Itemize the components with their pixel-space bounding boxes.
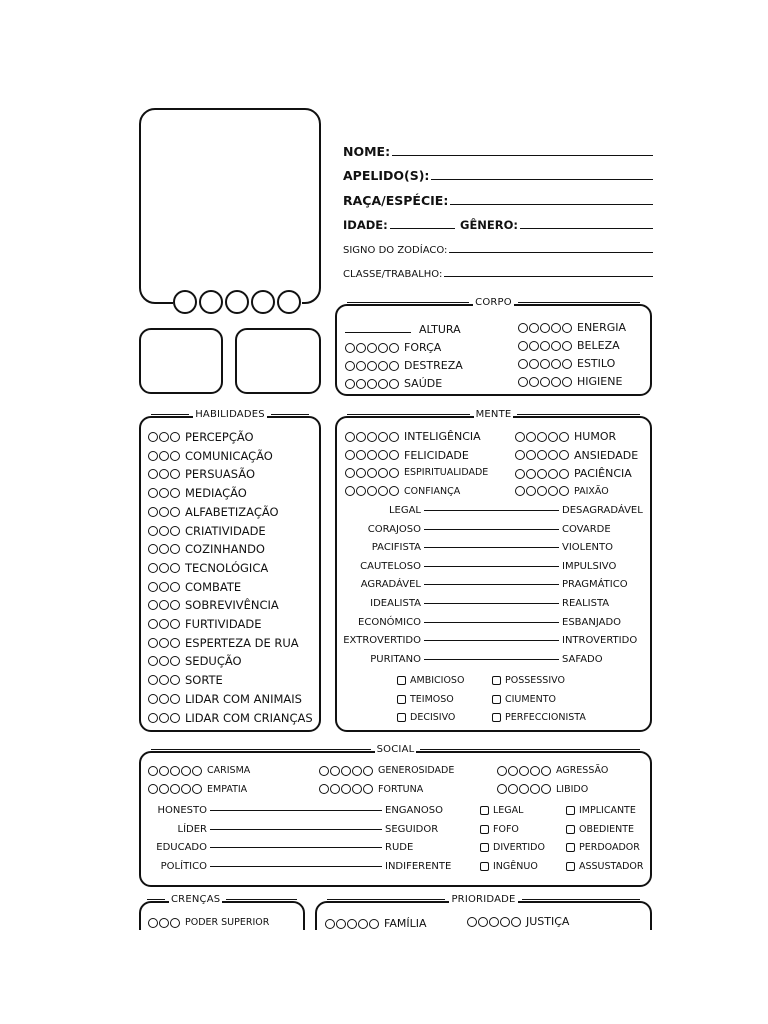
- scale-left-label: EDUCADO: [156, 842, 207, 853]
- scale-left-label: PURITANO: [370, 653, 421, 665]
- social-empatia[interactable]: EMPATIA: [148, 784, 247, 795]
- social-scale-educado[interactable]: [145, 842, 457, 853]
- mente-scale-agradavel[interactable]: [341, 579, 646, 590]
- skill-label: CRIATIVIDADE: [185, 523, 266, 538]
- skill-label: PERCEPÇÃO: [185, 430, 254, 444]
- social-check-legal[interactable]: LEGAL: [480, 805, 523, 816]
- social-check-divertido[interactable]: DIVERTIDO: [480, 842, 545, 853]
- prioridade-section: [315, 894, 652, 930]
- mente-confianca[interactable]: CONFIANÇA: [345, 486, 460, 497]
- skill-cozinhando[interactable]: [148, 542, 265, 556]
- skill-label: LIDAR COM ANIMAIS: [185, 691, 302, 706]
- classe-field[interactable]: [343, 269, 653, 280]
- small-frame-left[interactable]: [139, 328, 223, 394]
- idade-label: IDADE:: [343, 218, 388, 232]
- social-check-obediente[interactable]: OBEDIENTE: [566, 824, 634, 835]
- mente-check-teimoso[interactable]: TEIMOSO: [397, 694, 454, 705]
- apelidos-field[interactable]: [343, 168, 653, 183]
- mente-scale-cauteloso[interactable]: [341, 561, 646, 572]
- social-libido[interactable]: LIBIDO: [497, 784, 588, 795]
- mente-scale-pacifista[interactable]: [341, 542, 646, 553]
- corpo-section: [335, 297, 652, 396]
- mente-check-ciumento[interactable]: CIUMENTO: [492, 694, 556, 705]
- scale-left-label: CAUTELOSO: [360, 560, 421, 572]
- skill-label: PERSUASÃO: [185, 467, 256, 482]
- mente-check-decisivo[interactable]: DECISIVO: [397, 712, 455, 723]
- scale-right-label: VIOLENTO: [562, 542, 614, 554]
- skill-mediacao[interactable]: [148, 486, 247, 500]
- stat-saude[interactable]: SAÚDE: [345, 377, 442, 390]
- prioridade-familia[interactable]: FAMÍLIA: [325, 917, 426, 930]
- stat-higiene[interactable]: HIGIENE: [518, 375, 622, 388]
- scale-right-label: SEGUIDOR: [385, 823, 439, 835]
- genero-field[interactable]: [460, 218, 653, 232]
- prioridade-justica[interactable]: JUSTIÇA: [467, 915, 569, 928]
- altura-row[interactable]: [345, 323, 461, 336]
- scale-right-label: COVARDE: [562, 523, 611, 535]
- signo-field[interactable]: [343, 245, 653, 256]
- scale-right-label: INTROVERTIDO: [562, 635, 638, 647]
- skill-label: MEDIAÇÃO: [185, 486, 247, 501]
- stat-energia[interactable]: ENERGIA: [518, 321, 626, 334]
- mente-scale-puritano[interactable]: [341, 654, 646, 665]
- mente-scale-legal[interactable]: [341, 505, 646, 516]
- mente-scale-extrovertido[interactable]: [341, 635, 646, 646]
- skill-comunicacao[interactable]: [148, 449, 273, 463]
- mente-check-possessivo[interactable]: POSSESSIVO: [492, 675, 565, 686]
- skill-label: TECNOLÓGICA: [185, 560, 269, 575]
- small-frame-right[interactable]: [235, 328, 321, 394]
- portrait-frame[interactable]: [139, 108, 321, 304]
- nome-label: NOME:: [343, 144, 391, 159]
- scale-left-label: LEGAL: [388, 505, 421, 516]
- skill-label: COMUNICAÇÃO: [185, 448, 273, 463]
- scale-left-label: IDEALISTA: [370, 598, 421, 609]
- skill-label: COZINHANDO: [185, 542, 265, 557]
- genero-label: GÊNERO:: [460, 218, 519, 232]
- skill-label: SOBREVIVÊNCIA: [185, 598, 279, 613]
- mente-check-perfeccionista[interactable]: PERFECCIONISTA: [492, 712, 586, 723]
- skill-tecnologica[interactable]: [148, 561, 268, 575]
- skill-label: SEDUÇÃO: [185, 654, 242, 669]
- skill-percepcao[interactable]: [148, 430, 254, 444]
- skill-sorte[interactable]: [148, 673, 223, 687]
- mente-paciencia[interactable]: PACIÊNCIA: [515, 467, 632, 480]
- social-section: [139, 744, 652, 887]
- scale-right-label: INDIFERENTE: [385, 860, 452, 872]
- scale-left-label: EXTROVERTIDO: [343, 635, 421, 647]
- social-check-ingenuo[interactable]: INGÊNUO: [480, 861, 538, 872]
- skill-label: SORTE: [185, 673, 223, 688]
- nome-field[interactable]: [343, 144, 653, 159]
- classe-label: CLASSE/TRABALHO:: [343, 269, 443, 280]
- corpo-title: CORPO: [475, 297, 512, 308]
- scale-right-label: IMPULSIVO: [562, 560, 617, 572]
- skill-label: ESPERTEZA DE RUA: [185, 635, 299, 650]
- mente-scale-economico[interactable]: [341, 617, 646, 628]
- mente-scale-idealista[interactable]: [341, 598, 646, 609]
- scale-right-label: SAFADO: [562, 653, 603, 665]
- mente-paixao[interactable]: PAIXÃO: [515, 486, 609, 497]
- apelidos-label: APELIDO(S):: [343, 168, 430, 183]
- altura-label: ALTURA: [419, 323, 461, 336]
- social-scale-lider[interactable]: [145, 824, 457, 835]
- crenca-poder-superior[interactable]: PODER SUPERIOR: [148, 917, 269, 928]
- skill-furtividade[interactable]: [148, 617, 262, 631]
- social-agressao[interactable]: AGRESSÃO: [497, 765, 608, 776]
- mente-ansiedade[interactable]: ANSIEDADE: [515, 449, 638, 462]
- scale-left-label: HONESTO: [157, 805, 207, 816]
- skill-label: ALFABETIZAÇÃO: [185, 504, 279, 519]
- skill-label: FURTIVIDADE: [185, 617, 262, 631]
- social-check-fofo[interactable]: FOFO: [480, 824, 519, 835]
- character-sheet: [123, 92, 664, 930]
- scale-left-label: LÍDER: [177, 823, 207, 835]
- skill-label: LIDAR COM CRIANÇAS: [185, 710, 313, 725]
- skill-sobrevivencia[interactable]: [148, 598, 279, 612]
- scale-left-label: POLÍTICO: [160, 860, 207, 872]
- social-check-implicante[interactable]: IMPLICANTE: [566, 805, 636, 816]
- social-generosidade[interactable]: GENEROSIDADE: [319, 765, 454, 776]
- scale-left-label: PACIFISTA: [371, 542, 421, 554]
- skill-lidar-com-animais[interactable]: [148, 692, 302, 706]
- social-carisma[interactable]: CARISMA: [148, 765, 250, 776]
- raca-field[interactable]: [343, 193, 653, 208]
- mente-espiritualidade[interactable]: ESPIRITUALIDADE: [345, 467, 488, 478]
- habilidades-section: [139, 409, 321, 732]
- skill-alfabetizacao[interactable]: [148, 505, 279, 519]
- skill-esperteza-de-rua[interactable]: [148, 636, 299, 650]
- stat-destreza[interactable]: DESTREZA: [345, 359, 463, 372]
- portrait-circles: [173, 290, 302, 314]
- mente-title: MENTE: [475, 409, 512, 420]
- scale-right-label: ESBANJADO: [562, 616, 622, 628]
- mente-humor[interactable]: HUMOR: [515, 430, 616, 443]
- mente-check-ambicioso[interactable]: AMBICIOSO: [397, 675, 464, 686]
- mente-inteligencia[interactable]: INTELIGÊNCIA: [345, 430, 481, 443]
- scale-right-label: DESAGRADÁVEL: [562, 505, 643, 516]
- social-check-assustador[interactable]: ASSUSTADOR: [566, 861, 644, 872]
- social-check-perdoador[interactable]: PERDOADOR: [566, 842, 640, 853]
- scale-left-label: CORAJOSO: [367, 523, 421, 535]
- habilidades-title: HABILIDADES: [195, 409, 265, 420]
- scale-left-label: AGRADÁVEL: [360, 579, 421, 591]
- mente-section: [335, 409, 652, 732]
- skill-combate[interactable]: [148, 580, 241, 594]
- stat-beleza[interactable]: BELEZA: [518, 339, 620, 352]
- skill-persuasao[interactable]: [148, 467, 255, 481]
- mente-felicidade[interactable]: FELICIDADE: [345, 449, 469, 462]
- crencas-title: CRENÇAS: [171, 894, 221, 905]
- idade-field[interactable]: [343, 218, 455, 232]
- stat-estilo[interactable]: ESTILO: [518, 357, 615, 370]
- social-scale-politico[interactable]: [145, 861, 457, 872]
- scale-left-label: ECONÓMICO: [358, 616, 421, 628]
- scale-right-label: ENGANOSO: [385, 805, 443, 816]
- social-title: SOCIAL: [376, 744, 415, 755]
- skill-criatividade[interactable]: [148, 524, 266, 538]
- skill-lidar-com-criancas[interactable]: [148, 711, 313, 725]
- signo-label: SIGNO DO ZODÍACO:: [343, 245, 448, 256]
- scale-right-label: REALISTA: [562, 598, 610, 609]
- social-scale-honesto[interactable]: [145, 805, 457, 816]
- scale-right-label: PRAGMÁTICO: [562, 579, 628, 591]
- skill-seducao[interactable]: [148, 654, 242, 668]
- prioridade-title: PRIORIDADE: [451, 894, 516, 905]
- stat-forca[interactable]: FORÇA: [345, 341, 441, 354]
- scale-right-label: RUDE: [385, 842, 414, 853]
- raca-label: RAÇA/ESPÉCIE:: [343, 193, 449, 208]
- social-fortuna[interactable]: FORTUNA: [319, 784, 423, 795]
- mente-scale-corajoso[interactable]: [341, 524, 646, 535]
- crencas-section: [139, 894, 305, 930]
- skill-label: COMBATE: [185, 579, 242, 594]
